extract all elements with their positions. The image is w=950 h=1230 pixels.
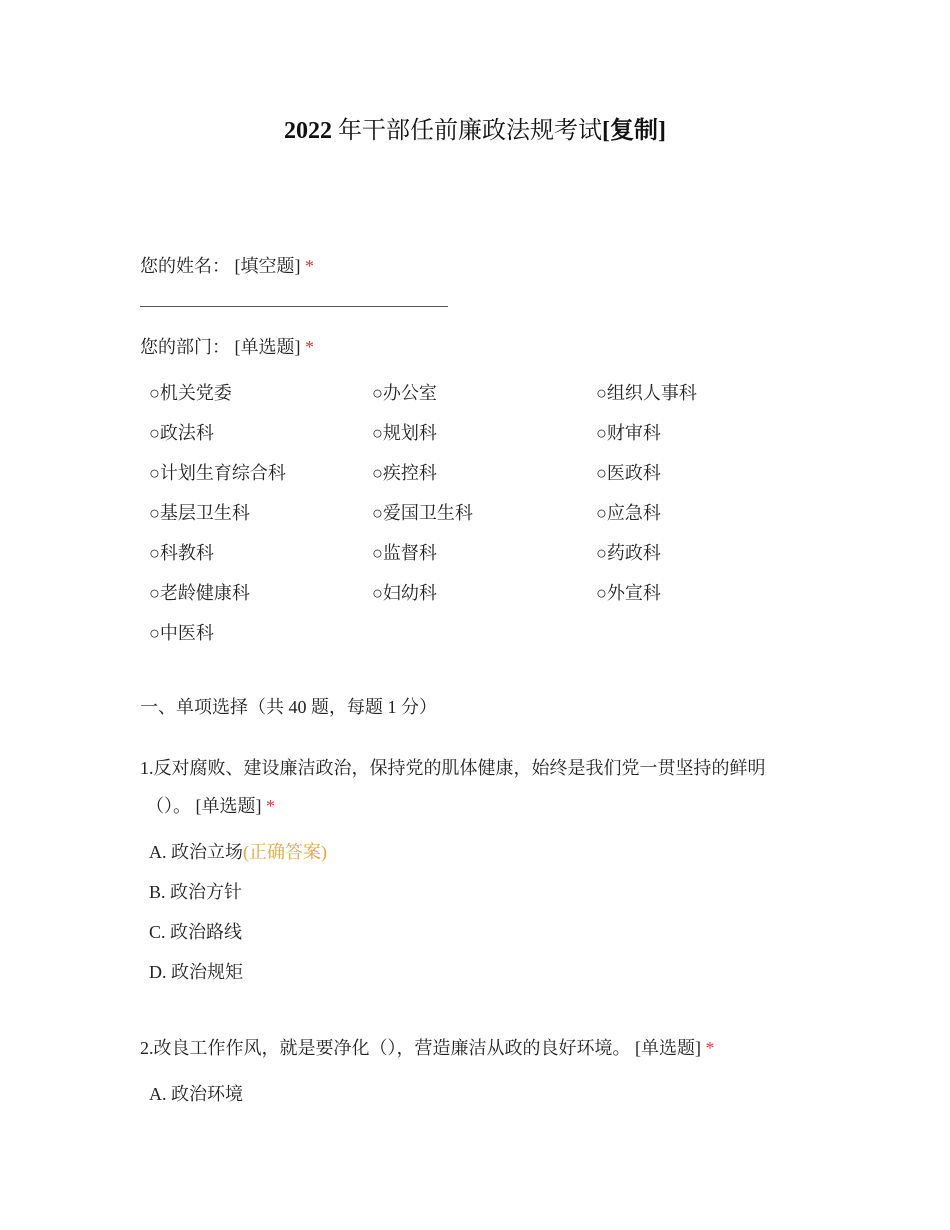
dept-option[interactable]: ○中医科 — [149, 623, 214, 643]
section-header: 一、单项选择（共 40 题，每题 1 分） — [140, 697, 437, 717]
question-2-text — [140, 1034, 715, 1060]
question-1-type: [单选题] — [195, 796, 262, 816]
question-1-option-b[interactable]: B. 政治方针 — [149, 882, 243, 902]
dept-option[interactable]: ○规划科 — [372, 423, 437, 443]
dept-option[interactable]: ○计划生育综合科 — [149, 463, 286, 483]
question-1-text-cont — [146, 792, 275, 818]
dept-option[interactable]: ○机关党委 — [149, 383, 232, 403]
required-mark: * — [705, 1038, 715, 1058]
dept-option[interactable]: ○应急科 — [596, 503, 661, 523]
dept-option[interactable]: ○政法科 — [149, 423, 214, 443]
required-mark: * — [305, 337, 314, 357]
name-question — [140, 252, 314, 278]
name-input-line[interactable] — [140, 306, 448, 307]
title-year: 2022 — [284, 118, 332, 144]
question-2-option-a[interactable]: A. 政治环境 — [149, 1084, 243, 1104]
required-mark: * — [305, 256, 314, 276]
question-1-option-c[interactable]: C. 政治路线 — [149, 922, 243, 942]
dept-option[interactable]: ○监督科 — [372, 543, 437, 563]
question-1-option-a[interactable] — [149, 838, 327, 864]
dept-option[interactable]: ○财审科 — [596, 423, 661, 443]
question-1-text: 1.反对腐败、建设廉洁政治，保持党的肌体健康，始终是我们党一贯坚持的鲜明 — [140, 758, 766, 778]
question-2-type: [单选题] — [635, 1038, 701, 1058]
dept-option[interactable]: ○办公室 — [372, 383, 437, 403]
dept-option[interactable]: ○组织人事科 — [596, 383, 697, 403]
question-1-option-d[interactable]: D. 政治规矩 — [149, 962, 243, 982]
name-question-type: [填空题] — [234, 256, 301, 276]
title-suffix: [复制] — [602, 118, 666, 144]
dept-option[interactable]: ○爱国卫生科 — [372, 503, 473, 523]
dept-option[interactable]: ○基层卫生科 — [149, 503, 250, 523]
dept-option[interactable]: ○妇幼科 — [372, 583, 437, 603]
correct-answer-label: (正确答案) — [243, 842, 327, 862]
dept-option[interactable]: ○外宣科 — [596, 583, 661, 603]
title-main: 年干部任前廉政法规考试 — [338, 118, 602, 144]
required-mark: * — [266, 796, 275, 816]
dept-option[interactable]: ○科教科 — [149, 543, 214, 563]
dept-question-type: [单选题] — [234, 337, 301, 357]
name-question-label: 您的姓名： — [140, 256, 230, 276]
dept-option[interactable]: ○老龄健康科 — [149, 583, 250, 603]
page-title — [0, 110, 950, 145]
question-2-stem: 2.改良工作作风，就是要净化（），营造廉洁从政的良好环境。 — [140, 1038, 631, 1058]
dept-option[interactable]: ○医政科 — [596, 463, 661, 483]
dept-option[interactable]: ○药政科 — [596, 543, 661, 563]
dept-option[interactable]: ○疾控科 — [372, 463, 437, 483]
question-1-blank: （）。 — [146, 796, 191, 816]
dept-question — [140, 333, 314, 359]
dept-question-label: 您的部门： — [140, 337, 230, 357]
option-text: A. 政治立场 — [149, 842, 243, 862]
